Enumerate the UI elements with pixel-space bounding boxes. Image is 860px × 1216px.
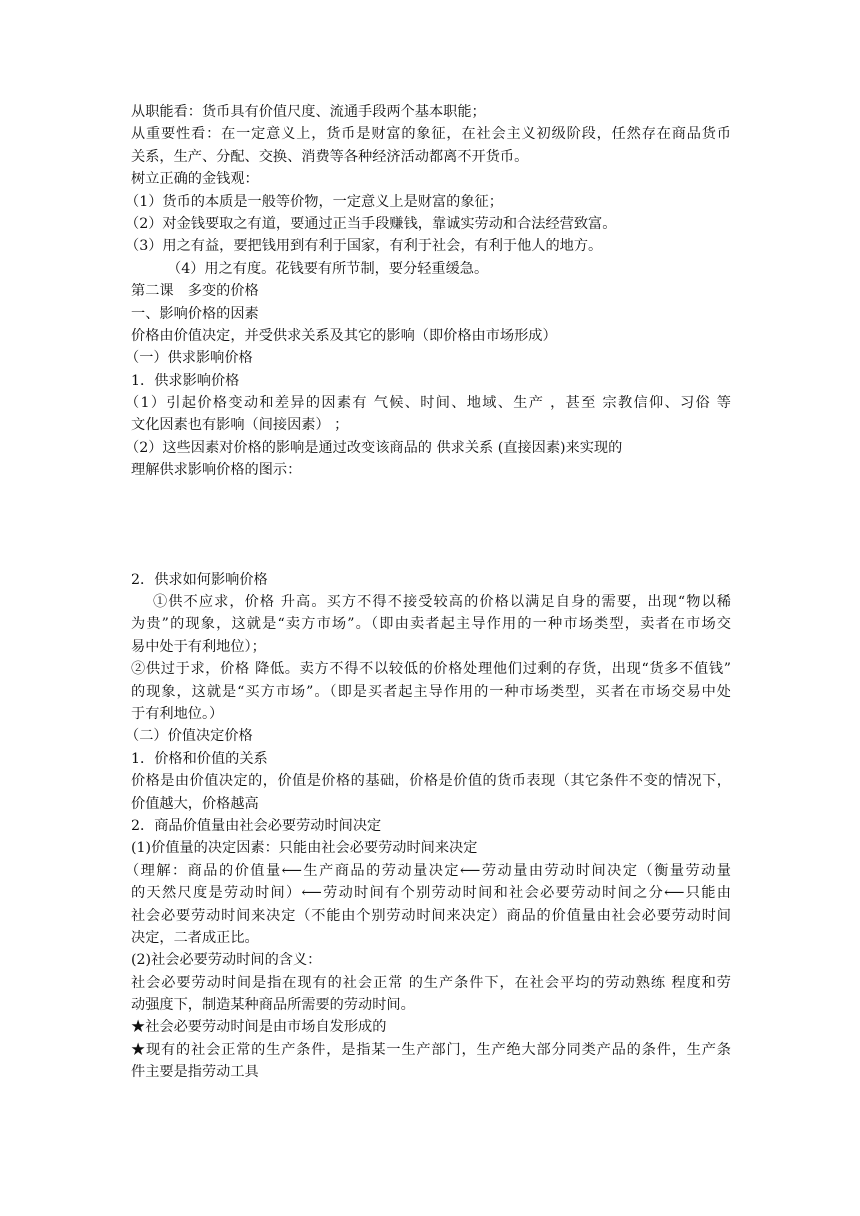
text-line: ★社会必要劳动时间是由市场自发形成的 bbox=[131, 1019, 387, 1036]
text-line: 社会必要劳动时间是指在现有的社会正常 的生产条件下，在社会平均的劳动熟练 程度和劳 bbox=[131, 974, 731, 991]
text-line: 动强度下，制造某种商品所需要的劳动时间。 bbox=[131, 997, 415, 1014]
subsection-heading: 1．价格和价值的关系 bbox=[131, 750, 268, 767]
text-line: （2）对金钱要取之有道，要通过正当手段赚钱，靠诚实劳动和合法经营致富。 bbox=[125, 215, 617, 232]
subsection-heading: （一）供求影响价格 bbox=[125, 350, 253, 367]
text-line: (1)价值量的决定因素：只能由社会必要劳动时间来决定 bbox=[131, 840, 478, 857]
text-line: 关系，生产、分配、交换、消费等各种经济活动都离不开货币。 bbox=[131, 148, 529, 165]
section-heading: 第二课 多变的价格 bbox=[131, 283, 259, 300]
text-line: （2）这些因素对价格的影响是通过改变该商品的 供求关系 (直接因素)来实现的 bbox=[125, 439, 623, 456]
text-line: ①供不应求，价格 升高。买方不得不接受较高的价格以满足自身的需要，出现“物以稀 bbox=[153, 594, 731, 611]
text-line: 决定，二者成正比。 bbox=[131, 929, 259, 946]
text-line: ②供过于求，价格 降低。卖方不得不以较低的价格处理他们过剩的存货，出现“货多不值钱” bbox=[131, 661, 731, 678]
text-line: (2)社会必要劳动时间的含义： bbox=[131, 952, 322, 969]
text-line: 件主要是指劳动工具 bbox=[131, 1064, 259, 1081]
text-line: 价值越大，价格越高 bbox=[131, 795, 259, 812]
text-line: 为贵”的现象，这就是“卖方市场”。（即由卖者起主导作用的一种市场类型，卖者在市场交 bbox=[131, 616, 731, 633]
text-line: （1）货币的本质是一般等价物，一定意义上是财富的象征； bbox=[125, 193, 503, 210]
text-line: 理解供求影响价格的图示： bbox=[131, 462, 302, 479]
text-line: 的现象，这就是“买方市场”。（即是买者起主导作用的一种市场类型，买者在市场交易中处 bbox=[131, 683, 731, 700]
text-line: 从职能看：货币具有价值尺度、流通手段两个基本职能； bbox=[131, 104, 486, 120]
text-line: 树立正确的金钱观： bbox=[131, 171, 259, 188]
text-line: 从重要性看：在一定意义上，货币是财富的象征，在社会主义初级阶段，任然存在商品货币 bbox=[131, 126, 731, 143]
text-line: （3）用之有益，要把钱用到有利于国家，有利于社会，有利于他人的地方。 bbox=[125, 238, 603, 255]
text-line: 文化因素也有影响（间接因素） ； bbox=[131, 417, 349, 434]
subsection-heading: 1．供求影响价格 bbox=[131, 372, 240, 389]
text-line: 价格由价值决定，并受供求关系及其它的影响（即价格由市场形成） bbox=[131, 327, 557, 344]
subsection-heading: 2．供求如何影响价格 bbox=[131, 571, 268, 588]
text-line: ★现有的社会正常的生产条件，是指某一生产部门，生产绝大部分同类产品的条件，生产条 bbox=[131, 1041, 731, 1058]
section-heading: 一、影响价格的因素 bbox=[131, 305, 259, 322]
text-line: 于有利地位。） bbox=[131, 705, 224, 722]
text-line: 易中处于有利地位）； bbox=[131, 638, 266, 655]
text-line: 价格是由价值决定的，价值是价格的基础，价格是价值的货币表现（其它条件不变的情况下， bbox=[131, 773, 731, 790]
subsection-heading: 2．商品价值量由社会必要劳动时间决定 bbox=[131, 817, 382, 834]
text-line: 社会必要劳动时间来决定（不能由个别劳动时间来决定）商品的价值量由社会必要劳动时间 bbox=[131, 907, 731, 924]
text-line: 的天然尺度是劳动时间）⟵劳动时间有个别劳动时间和社会必要劳动时间之分⟵只能由 bbox=[131, 885, 731, 902]
text-line: （1）引起价格变动和差异的因素有 气候、时间、地域、生产 ，甚至 宗教信仰、习俗 等 bbox=[125, 395, 731, 412]
text-line: （4）用之有度。花钱要有所节制，要分轻重缓急。 bbox=[167, 260, 489, 277]
document-body bbox=[125, 101, 731, 1084]
text-line: （理解：商品的价值量⟵生产商品的劳动量决定⟵劳动量由劳动时间决定（衡量劳动量 bbox=[125, 862, 731, 879]
subsection-heading: （二）价值决定价格 bbox=[125, 728, 253, 745]
figure-placeholder bbox=[131, 482, 731, 569]
